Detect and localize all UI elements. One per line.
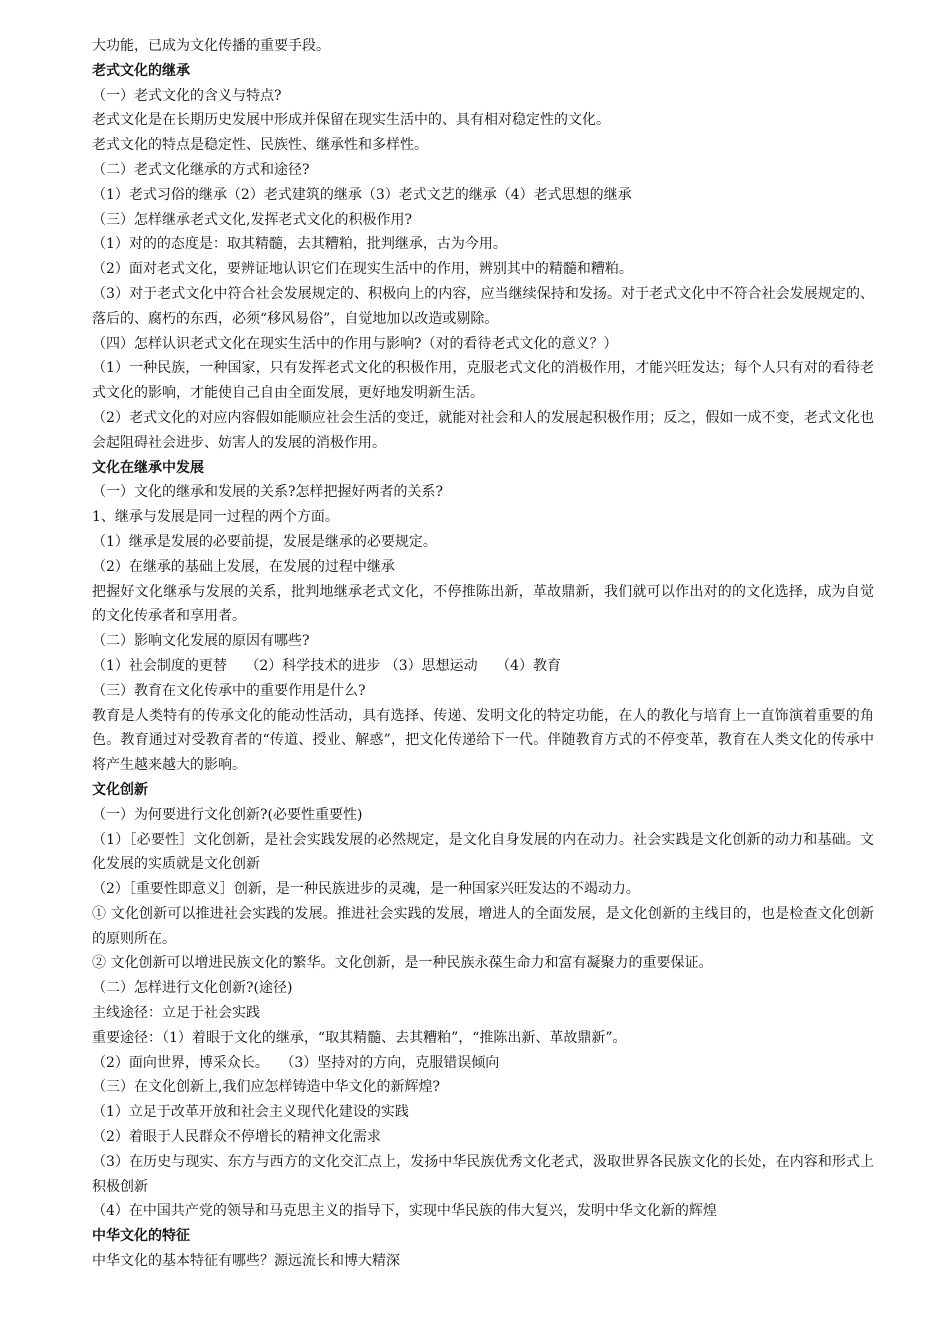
paragraph: （2）［重要性即意义］创新，是一种民族进步的灵魂，是一种国家兴旺发达的不竭动力。 [92, 881, 640, 898]
paragraph: （1）继承是发展的必要前提，发展是继承的必要规定。 [92, 533, 437, 550]
paragraph: 重要途径：（1）着眼于文化的继承，“取其精髓、去其糟粕”，“推陈出新、革故鼎新”。 [92, 1029, 627, 1046]
paragraph: （三）教育在文化传承中的重要作用是什么? [92, 682, 366, 699]
section-heading: 文化在继承中发展 [92, 459, 204, 476]
paragraph: （3）在历史与现实、东方与西方的文化交汇点上，发扬中华民族优秀文化老式，汲取世界各民族文化的长处，在内容和形式上积极创新 [92, 1153, 874, 1195]
paragraph: ② 文化创新可以增进民族文化的繁华。文化创新，是一种民族永葆生命力和富有凝聚力的重要保证。 [92, 955, 713, 972]
paragraph: 大功能，已成为文化传播的重要手段。 [92, 38, 330, 54]
paragraph: （一）文化的继承和发展的关系?怎样把握好两者的关系? [92, 484, 444, 501]
paragraph: （二）影响文化发展的原因有哪些? [92, 633, 310, 650]
paragraph: （2）在继承的基础上发展，在发展的过程中继承 [92, 558, 395, 575]
paragraph: （2）面向世界，博采众长。 （3）坚持对的方向，克服错误倾向 [92, 1054, 500, 1071]
section-heading: 老式文化的继承 [92, 62, 190, 79]
paragraph: （1）立足于改革开放和社会主义现代化建设的实践 [92, 1104, 409, 1121]
paragraph: （1）社会制度的更替 （2）科学技术的进步 （3）思想运动 （4）教育 [92, 657, 561, 674]
paragraph: （2）着眼于人民群众不停增长的精神文化需求 [92, 1129, 381, 1146]
paragraph: （4）在中国共产党的领导和马克思主义的指导下，实现中华民族的伟大复兴，发明中华文化新的辉煌 [92, 1203, 717, 1220]
paragraph: （2）面对老式文化，要辨证地认识它们在现实生活中的作用，辨别其中的精髓和糟粕。 [92, 261, 633, 278]
paragraph: （三）怎样继承老式文化,发挥老式文化的积极作用? [92, 211, 412, 228]
paragraph: 1、继承与发展是同一过程的两个方面。 [92, 509, 339, 526]
paragraph: ① 文化创新可以推进社会实践的发展。推进社会实践的发展，增进人的全面发展，是文化创新的主线目的，也是检查文化创新的原则所在。 [92, 905, 874, 947]
paragraph: （3）对于老式文化中符合社会发展规定的、积极向上的内容，应当继续保持和发扬。对于老式文化中不符合社会发展规定的、落后的、腐朽的东西，必须“移风易俗”，自觉地加以改造或剔除。 [92, 285, 874, 327]
paragraph: （二）怎样进行文化创新?(途径) [92, 980, 293, 997]
section-heading: 文化创新 [92, 781, 148, 798]
paragraph: （一）为何要进行文化创新?(必要性重要性) [92, 806, 363, 823]
paragraph: 把握好文化继承与发展的关系，批判地继承老式文化，不停推陈出新，革故鼎新，我们就可以作出对的的文化选择，成为自觉的文化传承者和享用者。 [92, 583, 874, 625]
paragraph: （1）［必要性］文化创新，是社会实践发展的必然规定，是文化自身发展的内在动力。社会实践是文化创新的动力和基础。文化发展的实质就是文化创新 [92, 831, 874, 873]
paragraph: （一）老式文化的含义与特点? [92, 87, 282, 104]
paragraph: 老式文化的特点是稳定性、民族性、继承性和多样性。 [92, 137, 428, 154]
section-heading: 中华文化的特征 [92, 1228, 190, 1245]
paragraph: 教育是人类特有的传承文化的能动性活动，具有选择、传递、发明文化的特定功能，在人的教化与培育上一直饰演着重要的角色。教育通过对受教育者的“传道、授业、解惑”，把文化传递给下一代。伴随教育方式的不停变革，教育在人类文化的传承中将产生越来越大的影响。 [92, 707, 874, 774]
document-body [92, 34, 874, 1274]
paragraph: 中华文化的基本特征有哪些？源远流长和博大精深 [92, 1253, 400, 1270]
paragraph: （2）老式文化的对应内容假如能顺应社会生活的变迁，就能对社会和人的发展起积极作用；反之，假如一成不变，老式文化也会起阻碍社会进步、妨害人的发展的消极作用。 [92, 409, 874, 451]
paragraph: 老式文化是在长期历史发展中形成并保留在现实生活中的、具有相对稳定性的文化。 [92, 112, 610, 129]
paragraph: （1）老式习俗的继承（2）老式建筑的继承（3）老式文艺的继承（4）老式思想的继承 [92, 186, 632, 203]
paragraph: 主线途径：立足于社会实践 [92, 1005, 260, 1022]
paragraph: （三）在文化创新上,我们应怎样铸造中华文化的新辉煌? [92, 1079, 440, 1096]
paragraph: （1）对的的态度是：取其精髓，去其糟粕，批判继承，古为今用。 [92, 236, 507, 253]
paragraph: （二）老式文化继承的方式和途径? [92, 161, 310, 178]
paragraph: （1）一种民族，一种国家，只有发挥老式文化的积极作用，克服老式文化的消极作用，才能兴旺发达；每个人只有对的看待老式文化的影响，才能使自己自由全面发展，更好地发明新生活。 [92, 360, 874, 402]
paragraph: （四）怎样认识老式文化在现实生活中的作用与影响?（对的看待老式文化的意义？） [92, 335, 618, 352]
